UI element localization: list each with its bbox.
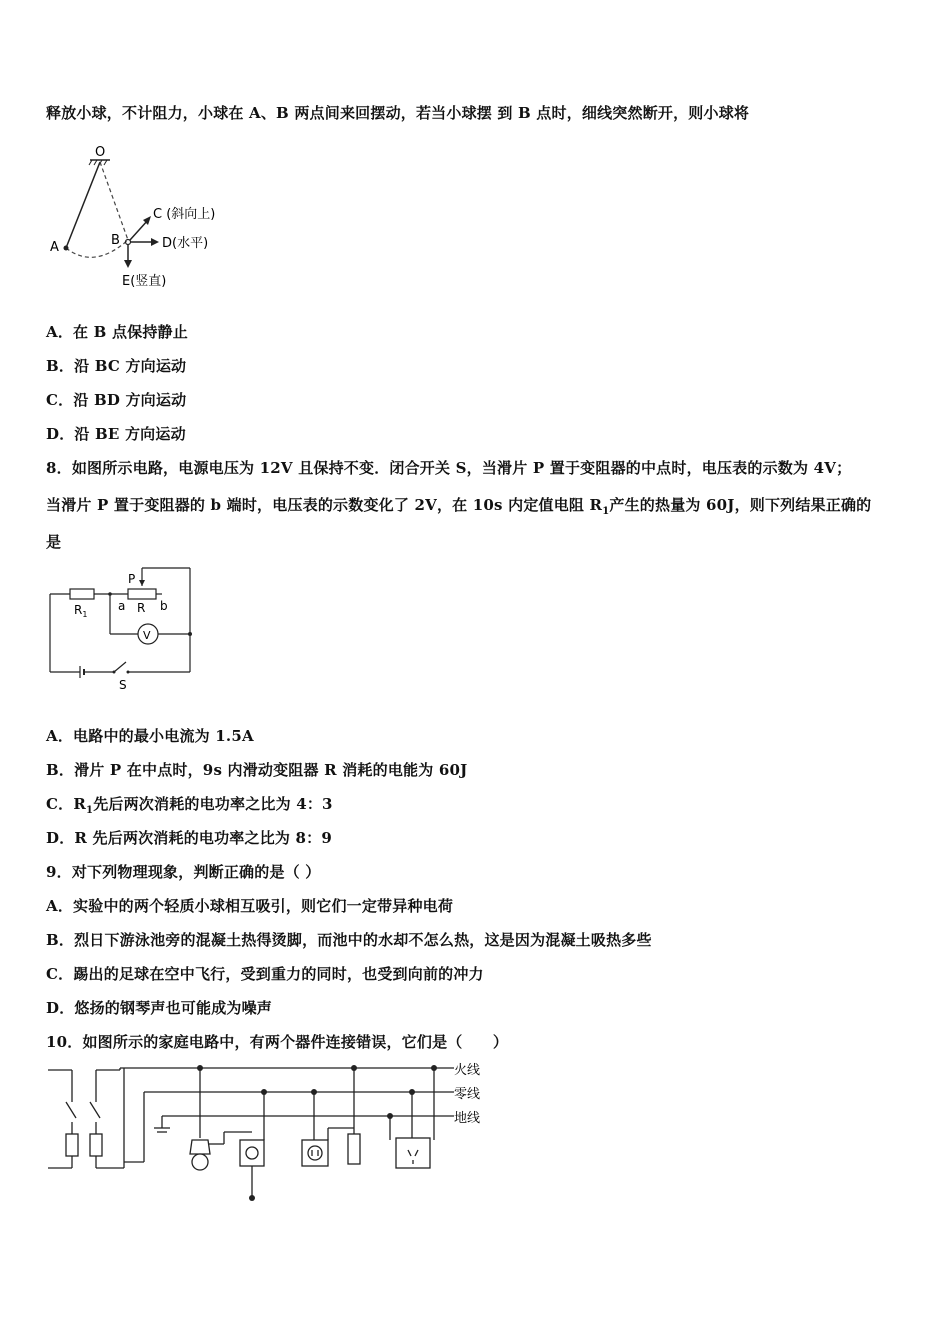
label-O: O — [95, 145, 106, 160]
label-ground-wire: 地线 — [454, 1111, 481, 1126]
label-C: C (斜向上) — [153, 207, 216, 222]
ball-A — [64, 246, 69, 251]
label-D: D(水平) — [162, 236, 209, 251]
label-R: R — [137, 601, 146, 615]
label-P: P — [128, 572, 136, 586]
q8-option-b: B．滑片 P 在中点时，9s 内滑动变阻器 R 消耗的电能为 60J — [46, 761, 468, 779]
q7-option-b: B．沿 BC 方向运动 — [46, 357, 187, 375]
label-live-wire: 火线 — [454, 1063, 481, 1078]
label-A: A — [50, 240, 59, 255]
label-b: b — [160, 599, 168, 613]
pendulum-figure — [44, 142, 244, 294]
q8-stem-line2: 当滑片 P 置于变阻器的 b 端时，电压表的示数变化了 2V，在 10s 内定值电阻 $R_1$产生的热量为 60J，则下列结果正确的 — [46, 496, 872, 517]
label-a: a — [118, 599, 126, 613]
q9-option-c: C．踢出的足球在空中飞行，受到重力的同时，也受到向前的冲力 — [46, 965, 484, 983]
voltmeter-label: V — [143, 629, 151, 642]
q7-option-c: C．沿 BD 方向运动 — [46, 391, 187, 409]
label-S: S — [119, 678, 127, 692]
q7-option-d: D．沿 BE 方向运动 — [46, 425, 186, 443]
q10-stem: 10．如图所示的家庭电路中，有两个器件连接错误，它们是（ ） — [46, 1033, 509, 1051]
label-B: B — [111, 233, 120, 248]
q8-option-c: C．$R_1$先后两次消耗的电功率之比为 4：3 — [46, 795, 333, 816]
label-E: E(竖直) — [122, 274, 167, 289]
q8-option-d: D．R 先后两次消耗的电功率之比为 8：9 — [46, 829, 332, 847]
circuit-figure-q8 — [44, 562, 204, 694]
q7-stem: 释放小球，不计阻力，小球在 A、B 两点间来回摆动，若当小球摆 到 B 点时，细线突然断开，则小球将 — [46, 104, 750, 122]
q9-option-a: A．实验中的两个轻质小球相互吸引，则它们一定带异种电荷 — [46, 897, 454, 915]
q9-stem: 9．对下列物理现象，判断正确的是（ ） — [46, 863, 321, 881]
q8-stem-line3: 是 — [46, 533, 62, 551]
q9-option-d: D．悠扬的钢琴声也可能成为噪声 — [46, 999, 273, 1017]
q9-option-b: B．烈日下游泳池旁的混凝土热得烫脚，而池中的水却不怎么热，这是因为混凝土吸热多些 — [46, 931, 652, 949]
q8-stem-line1: 8．如图所示电路，电源电压为 12V 且保持不变．闭合开关 S，当滑片 P 置于变阻器的中点时，电压表的示数为 4V； — [46, 459, 852, 477]
q7-option-a: A．在 B 点保持静止 — [46, 323, 188, 341]
label-neutral-wire: 零线 — [454, 1087, 481, 1102]
household-circuit-figure — [44, 1058, 504, 1208]
label-R1: $R_1$ — [74, 603, 88, 619]
q8-option-a: A．电路中的最小电流为 1.5A — [46, 727, 254, 745]
